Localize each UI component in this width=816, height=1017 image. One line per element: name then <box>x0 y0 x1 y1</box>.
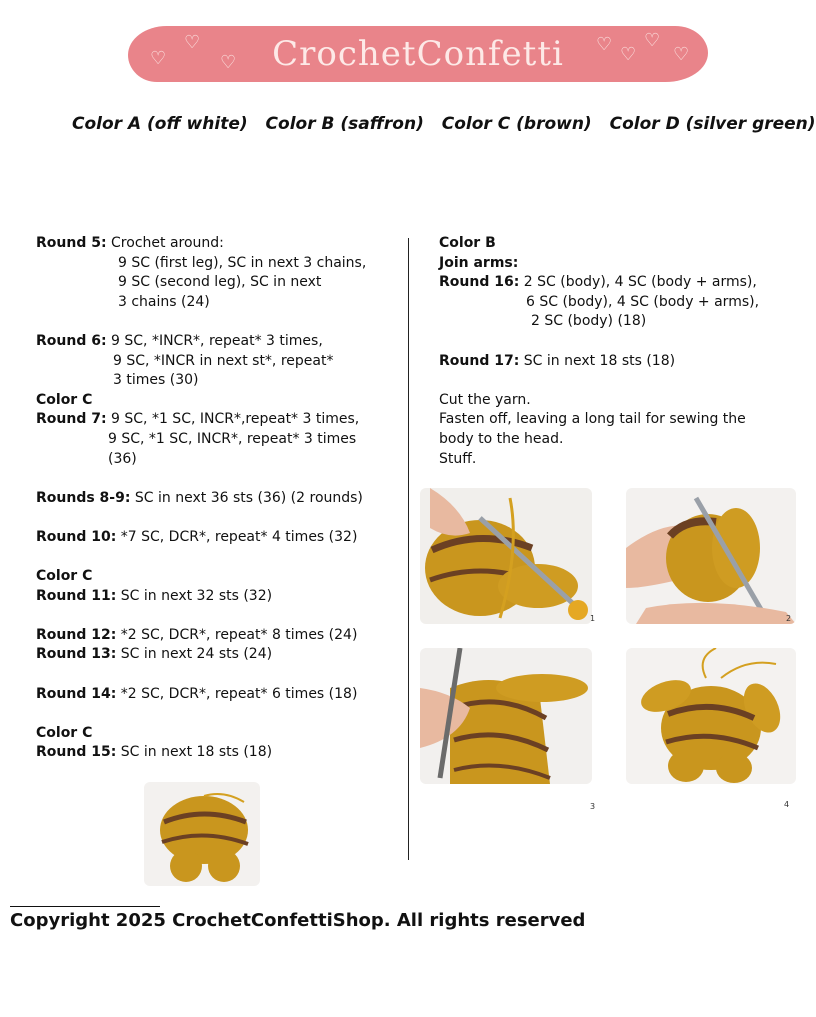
round-15: Color C Round 15: SC in next 18 sts (18) <box>36 724 404 763</box>
round-6-7: Round 6: 9 SC, *INCR*, repeat* 3 times, 9 SC, *INCR in next st*, repeat* 3 times (30) Color C Round 7: 9 SC, *1 SC, INCR*,repeat* 3 times, 9 SC, *1 SC, INCR*, repeat* 3 times (36) <box>36 332 404 469</box>
photo-number: 1 <box>590 614 596 623</box>
step-photo-2 <box>626 488 796 624</box>
heart-icon: ♡ <box>150 48 167 69</box>
color-change: Color C <box>36 724 93 741</box>
round-11: Color C Round 11: SC in next 32 sts (32) <box>36 567 404 606</box>
round-16: Color B Join arms: Round 16: 2 SC (body), 4 SC (body + arms), 6 SC (body), 4 SC (body + arms), 2 SC (body) (18) <box>439 234 799 332</box>
pattern-right-column <box>439 234 799 489</box>
heart-icon: ♡ <box>596 34 613 55</box>
column-divider <box>408 238 409 860</box>
color-c-label: Color C (brown) <box>441 114 592 134</box>
copyright-text: Copyright 2025 CrochetConfettiShop. All rights reserved <box>10 910 586 931</box>
round-14: Round 14: *2 SC, DCR*, repeat* 6 times (18) <box>36 685 358 702</box>
step-photo-4 <box>626 648 796 784</box>
step-photo-1 <box>420 488 592 624</box>
color-change: Color C <box>36 568 93 585</box>
round-12-13: Round 12: *2 SC, DCR*, repeat* 8 times (24) Round 13: SC in next 24 sts (24) <box>36 626 358 663</box>
round-5: Round 5: Crochet around: 9 SC (first leg), SC in next 3 chains, 9 SC (second leg), SC in next 3 chains (24) <box>36 235 367 310</box>
heart-icon: ♡ <box>644 30 661 51</box>
color-change: Color B <box>439 235 496 251</box>
photo-number: 4 <box>784 800 790 809</box>
heart-icon: ♡ <box>673 44 690 65</box>
color-b-label: Color B (saffron) <box>265 114 424 134</box>
brand-banner <box>128 26 708 82</box>
footer-rule <box>10 906 160 907</box>
color-legend <box>72 114 816 134</box>
pattern-left-column <box>36 234 404 783</box>
color-change: Color C <box>36 391 93 408</box>
round-17: Round 17: SC in next 18 sts (18) <box>439 352 676 369</box>
color-a-label: Color A (off white) <box>72 114 248 134</box>
heart-icon: ♡ <box>220 52 237 73</box>
photo-number: 3 <box>590 802 596 811</box>
photo-number: 2 <box>786 614 792 623</box>
brand-title: CrochetConfetti <box>272 34 564 74</box>
rounds-8-9: Rounds 8-9: SC in next 36 sts (36) (2 rounds) <box>36 489 363 506</box>
heart-icon: ♡ <box>620 44 637 65</box>
finished-body-photo <box>144 782 260 886</box>
heart-icon: ♡ <box>184 32 201 53</box>
round-10: Round 10: *7 SC, DCR*, repeat* 4 times (32) <box>36 528 358 545</box>
step-photo-3 <box>420 648 592 784</box>
color-d-label: Color D (silver green) <box>609 114 816 134</box>
finishing-instructions: Cut the yarn. Fasten off, leaving a long tail for sewing the body to the head. Stuff. <box>439 391 746 467</box>
